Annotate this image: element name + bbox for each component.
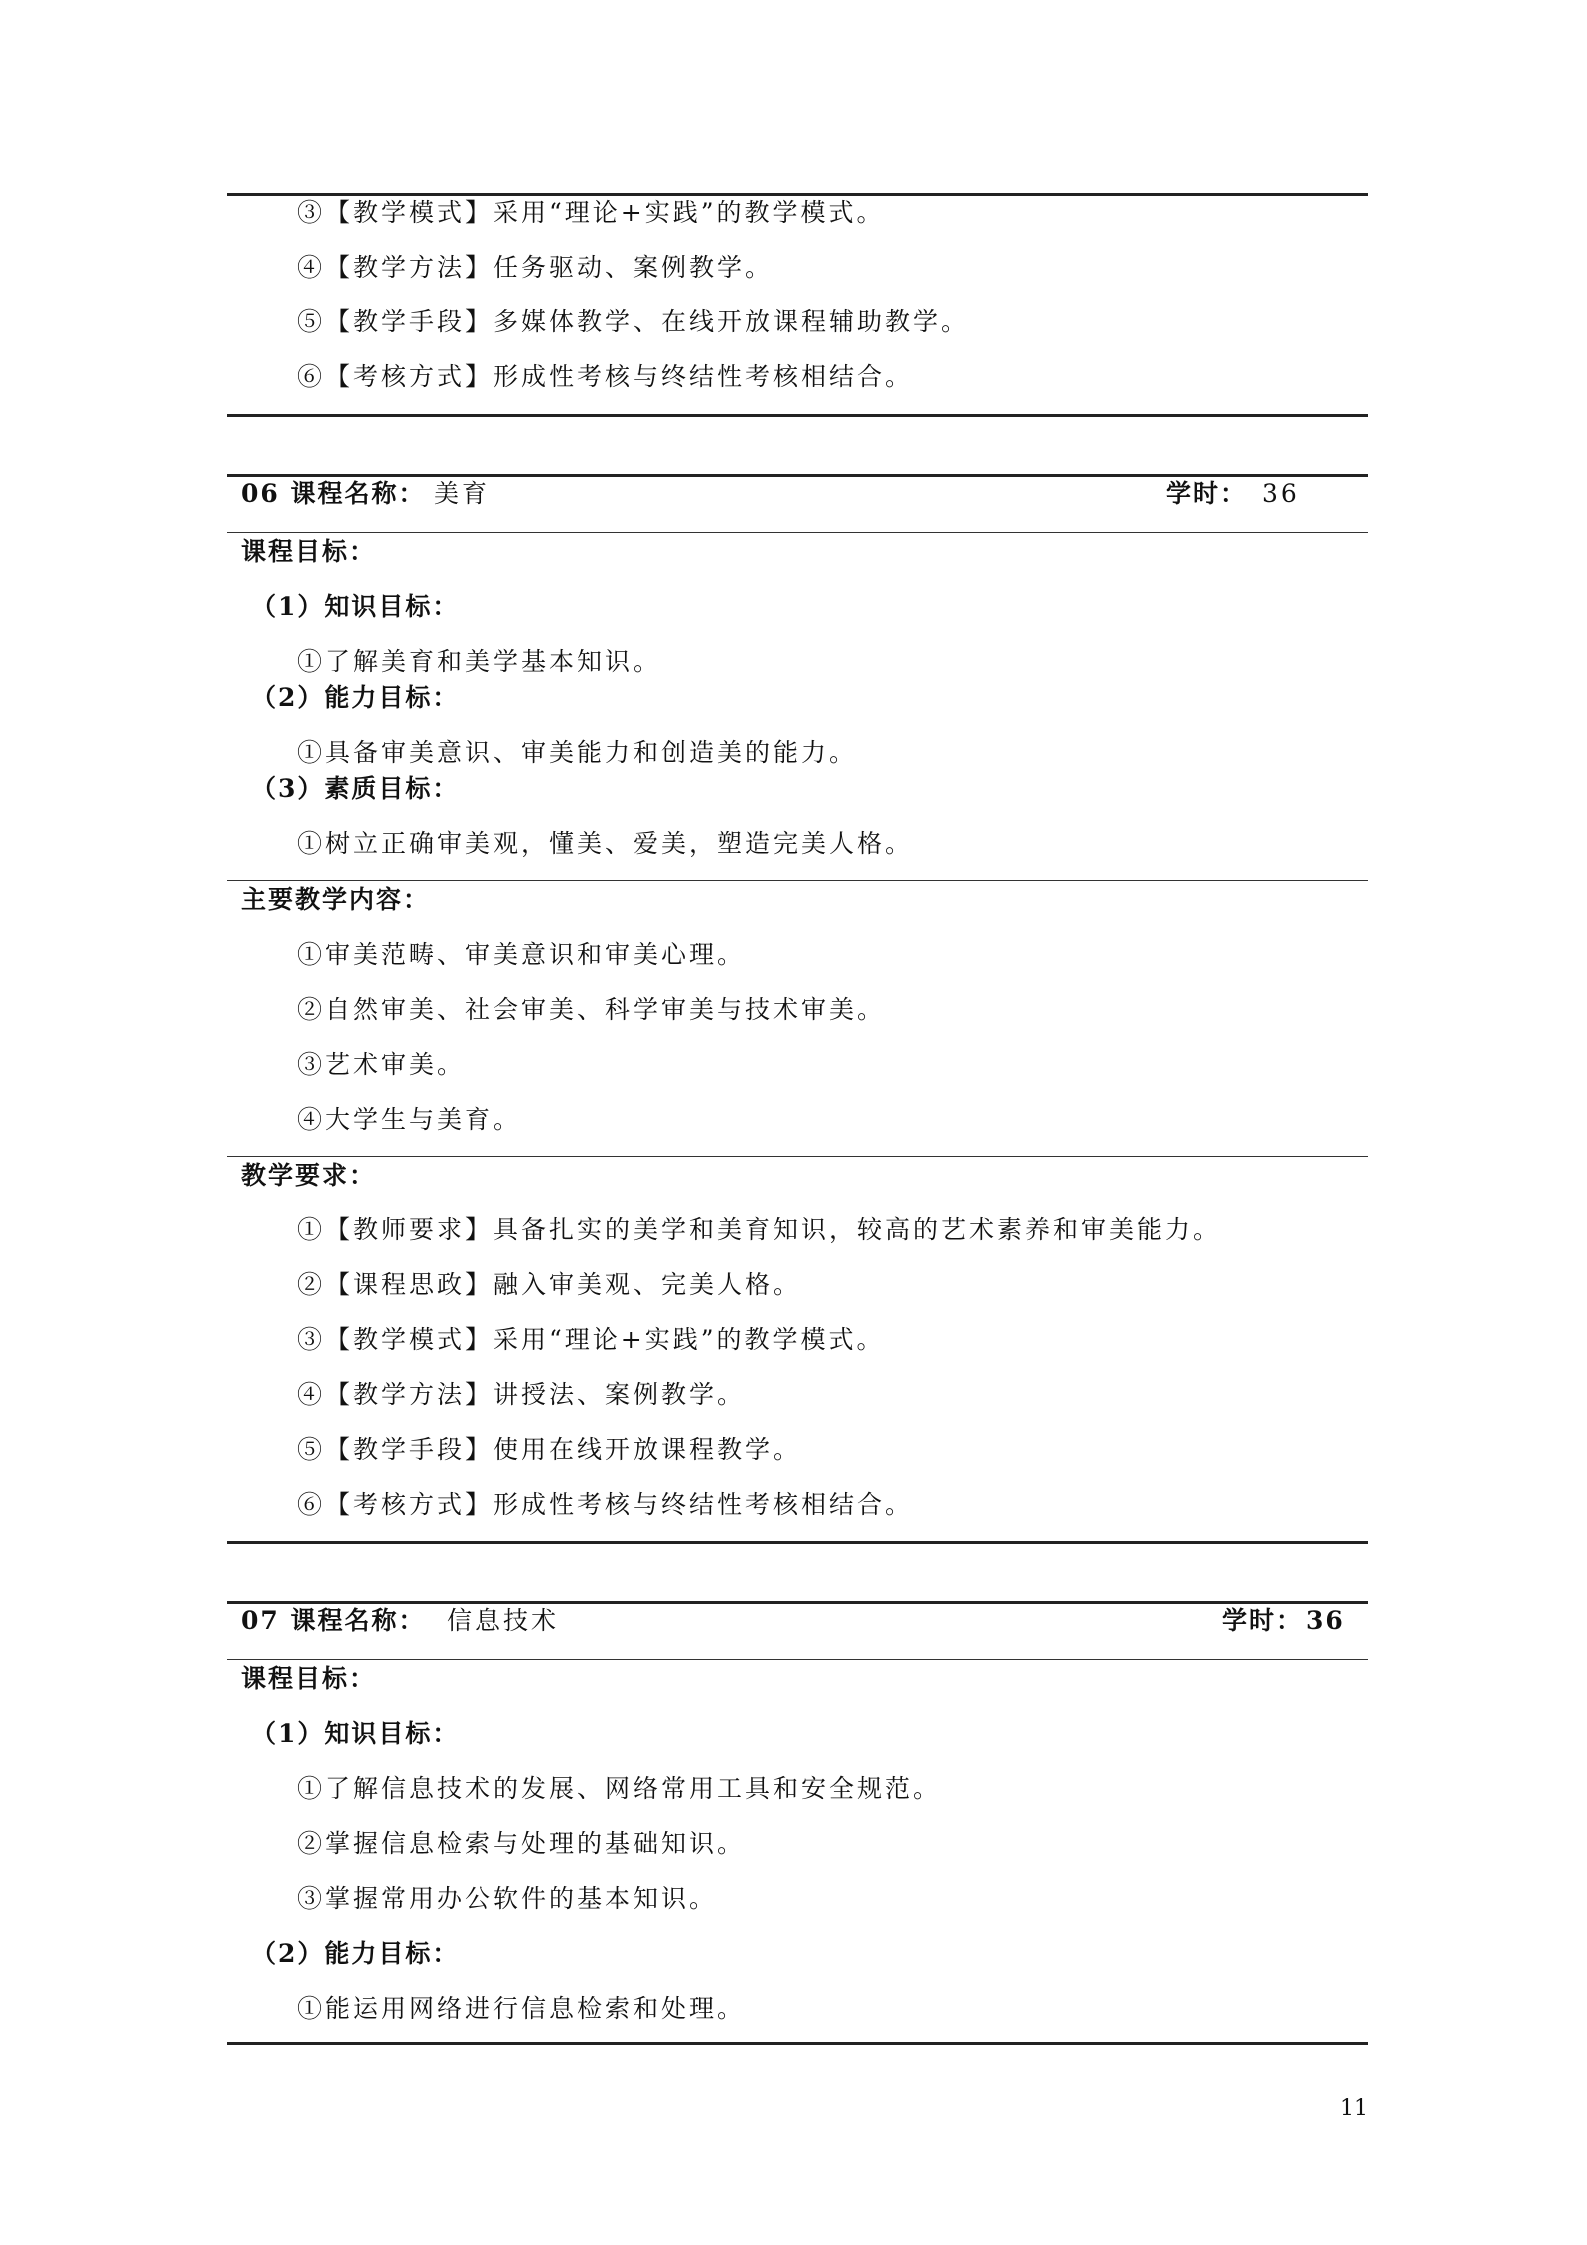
list-item: ①了解美育和美学基本知识。 — [297, 647, 662, 676]
subsection-title-ability: （2）能力目标： — [251, 1939, 460, 1968]
list-item: ①树立正确审美观，懂美、爱美，塑造完美人格。 — [297, 829, 914, 858]
divider — [227, 1156, 1368, 1157]
list-item: ③【教学模式】采用“理论+实践”的教学模式。 — [297, 1325, 885, 1354]
block-bottom-border — [227, 414, 1368, 417]
list-item: ①【教师要求】具备扎实的美学和美育知识，较高的艺术素养和审美能力。 — [297, 1215, 1222, 1244]
subsection-title-knowledge: （1）知识目标： — [251, 1719, 460, 1748]
divider — [227, 532, 1368, 533]
teaching-req-item: ③【教学模式】采用“理论+实践”的教学模式。 — [297, 198, 885, 227]
teaching-req-item: ⑥【考核方式】形成性考核与终结性考核相结合。 — [297, 362, 914, 391]
divider — [227, 1659, 1368, 1660]
list-item: ②自然审美、社会审美、科学审美与技术审美。 — [297, 995, 886, 1024]
course-hours-label: 学时： — [1222, 1606, 1304, 1635]
list-item: ②掌握信息检索与处理的基础知识。 — [297, 1829, 746, 1858]
divider — [227, 880, 1368, 881]
course-name-label: 07 课程名称： — [241, 1606, 426, 1635]
list-item: ④大学生与美育。 — [297, 1105, 522, 1134]
section-title-goals: 课程目标： — [241, 1664, 377, 1693]
list-item: ⑤【教学手段】使用在线开放课程教学。 — [297, 1435, 802, 1464]
list-item: ①审美范畴、审美意识和审美心理。 — [297, 940, 746, 969]
list-item: ②【课程思政】融入审美观、完美人格。 — [297, 1270, 802, 1299]
section-title-requirements: 教学要求： — [241, 1161, 377, 1190]
list-item: ③艺术审美。 — [297, 1050, 466, 1079]
course-header-top-border — [227, 474, 1368, 477]
subsection-title-quality: （3）素质目标： — [251, 774, 460, 803]
teaching-req-item: ⑤【教学手段】多媒体教学、在线开放课程辅助教学。 — [297, 307, 970, 336]
course-header-top-border — [227, 1601, 1368, 1604]
list-item: ①了解信息技术的发展、网络常用工具和安全规范。 — [297, 1774, 942, 1803]
list-item: ④【教学方法】讲授法、案例教学。 — [297, 1380, 746, 1409]
course-hours: 36 — [1306, 1606, 1345, 1635]
subsection-title-ability: （2）能力目标： — [251, 683, 460, 712]
teaching-req-item: ④【教学方法】任务驱动、案例教学。 — [297, 253, 774, 282]
block-bottom-border — [227, 1541, 1368, 1544]
list-item: ①能运用网络进行信息检索和处理。 — [297, 1994, 746, 2023]
subsection-title-knowledge: （1）知识目标： — [251, 592, 460, 621]
course-name: 信息技术 — [447, 1606, 560, 1635]
course-name-label: 06 课程名称： — [241, 479, 426, 508]
course-hours: 36 — [1262, 479, 1300, 508]
course-hours-label: 学时： — [1166, 479, 1248, 508]
page-number: 11 — [1340, 2096, 1368, 2121]
block-bottom-border — [227, 2042, 1368, 2045]
course-name: 美育 — [434, 479, 491, 508]
top-border — [227, 193, 1368, 196]
list-item: ①具备审美意识、审美能力和创造美的能力。 — [297, 738, 858, 767]
section-title-content: 主要教学内容： — [241, 885, 431, 914]
list-item: ⑥【考核方式】形成性考核与终结性考核相结合。 — [297, 1490, 914, 1519]
list-item: ③掌握常用办公软件的基本知识。 — [297, 1884, 718, 1913]
section-title-goals: 课程目标： — [241, 537, 377, 566]
